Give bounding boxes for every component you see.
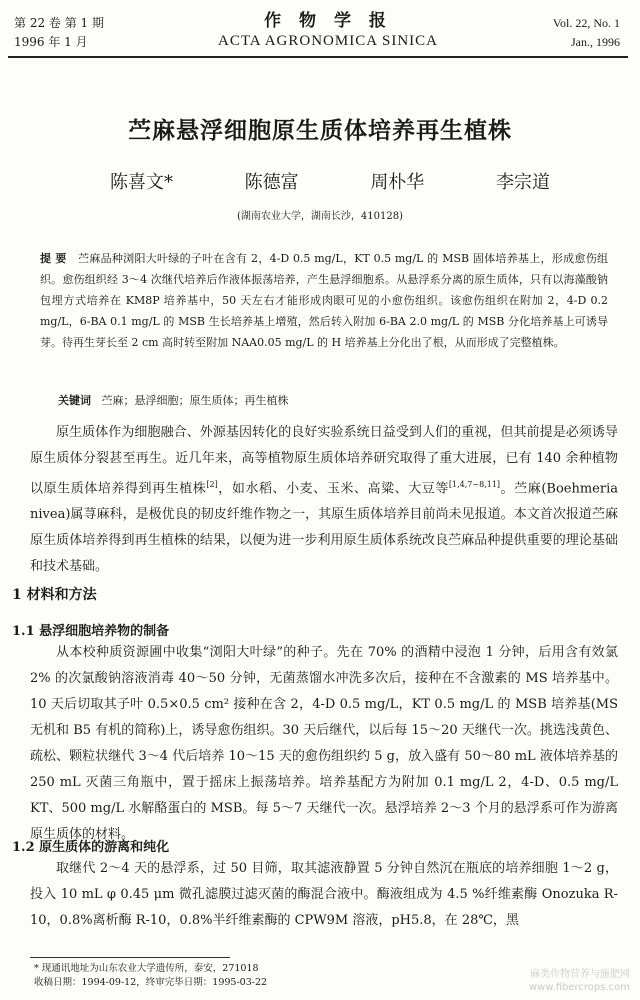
volume-cn: 第 22 卷 第 1 期	[14, 16, 104, 30]
keywords-text: 苎麻；悬浮细胞；原生质体；再生植株	[101, 394, 289, 407]
subsection-body	[30, 640, 618, 848]
header-left	[14, 14, 104, 52]
keywords-label: 关键词	[58, 394, 91, 407]
journal-name-cn: 作 物 学 报	[264, 11, 392, 31]
author: 陈德富	[244, 172, 299, 193]
subsection-body	[30, 856, 618, 934]
header-right	[553, 14, 620, 52]
author: 李宗道	[495, 172, 550, 193]
affiliation: (湖南农业大学，湖南长沙，410128)	[237, 211, 403, 222]
watermark-url: www.fibercrops.com	[528, 982, 630, 993]
footnote-rule	[30, 957, 230, 958]
author-list	[110, 168, 550, 194]
footnote-address: * 现通讯地址为山东农业大学遗传所，泰安，271018	[34, 963, 259, 974]
intro-paragraph	[30, 420, 618, 580]
abstract-label: 提 要	[40, 252, 67, 265]
subsection-heading: 1.2 原生质体的游离和纯化	[12, 840, 170, 855]
intro-section	[30, 420, 618, 580]
keywords	[58, 392, 608, 408]
header-rule	[8, 56, 628, 58]
body-paragraph: 从本校种质资源圃中收集“浏阳大叶绿”的种子。先在 70% 的酒精中浸泡 1 分钟，后用含有效氯 2% 的次氯酸钠溶液消毒 40～50 分钟，无菌蒸馏水冲洗多次后，接种在不含激素的 MS 培养基中。10 天后切取其子叶 0.5×0.5 cm² 接种在含 2，4-D 0.5 mg/L，KT 0.5 mg/L 的 MSB 培养基(MS 无机和 B5 有机的简称)上，诱导愈伤组织。30 天后继代，以后每 15～20 天继代一次。挑选浅黄色、疏松、颗粒状继代 3～4 代后培养 10～15 天的愈伤组织约 5 g，放入盛有 50～80 mL 液体培养基的 250 mL 灭菌三角瓶中，置于摇床上振荡培养。培养基配方为附加 0.1 mg/L 2，4-D、0.5 mg/L KT、500 mg/L 水解酪蛋白的 MSB。每 5～7 天继代一次。悬浮培养 2～3 个月的悬浮系可作为游离原生质体的材料。	[30, 645, 618, 842]
abstract-text: 苎麻品种浏阳大叶绿的子叶在含有 2，4-D 0.5 mg/L，KT 0.5 mg/L 的 MSB 固体培养基上，形成愈伤组织。愈伤组织经 3～4 次继代培养后作液体振荡培养，产生悬浮细胞系。从悬浮系分离的原生质体，只有以海藻酸钠包埋方式培养在 KM8P 培养基中，50 天左右才能形成肉眼可见的小愈伤组织。该愈伤组织在附加 2，4-D 0.2 mg/L，6-BA 0.1 mg/L 的 MSB 生长培养基上增殖，然后转入附加 6-BA 2.0 mg/L 的 MSB 分化培养基上可诱导芽。待再生芽长至 2 cm 高时转至附加 NAA0.05 mg/L 的 H 培养基上分化出了根，从而形成了完整植株。	[40, 252, 608, 349]
watermark	[529, 968, 630, 994]
intro-text-1: 原生质体作为细胞融合、外源基因转化的良好实验系统日益受到人们的重视，但其前提是必须诱导原生质体分裂甚至再生。近几年来，高等植物原生质体培养研究取得了重大进展，已有 140 余种植物以原生质体培养得到再生植株	[30, 425, 618, 497]
author: 周朴华	[370, 172, 425, 193]
citation: [2]	[206, 480, 218, 489]
author: 陈喜文*	[110, 172, 173, 193]
header-center	[178, 10, 478, 50]
abstract	[40, 248, 608, 353]
citation: [1,4,7~8,11]	[448, 480, 501, 489]
subsection-heading: 1.1 悬浮细胞培养物的制备	[12, 624, 170, 639]
intro-text-3: 。苎麻(Boehmeria nivea)属荨麻科，是极优良的韧皮纤维作物之一，其原生质体培养目前尚未见报道。本文首次报道苎麻原生质体培养得到再生植株的结果，以便为进一步利用原生质体系统改良苎麻品种提供重要的理论基础和技术基础。	[30, 481, 618, 575]
date-en: Jan., 1996	[571, 35, 620, 49]
journal-name-en: ACTA AGRONOMICA SINICA	[218, 33, 438, 49]
watermark-site-name: 麻类作物营养与施肥网	[530, 969, 630, 980]
footnote-dates: 收稿日期：1994-09-12，终审完毕日期：1995-03-22	[34, 977, 268, 988]
body-paragraph: 取继代 2～4 天的悬浮系，过 50 目筛，取其滤液静置 5 分钟自然沉在瓶底的培养细胞 1～2 g，投入 10 mL φ 0.45 μm 微孔滤膜过滤灭菌的酶混合液中。酶液组成为 4.5 %纤维素酶 Onozuka R-10，0.8%离析酶 R-10，0.8%半纤维素酶的 CPW9M 溶液，pH5.8，在 28℃，黑	[30, 861, 618, 928]
section-heading: 1 材料和方法	[12, 587, 97, 603]
journal-header	[8, 10, 626, 54]
volume-en: Vol. 22, No. 1	[552, 16, 620, 30]
footnote	[34, 962, 267, 990]
paper-title: 苎麻悬浮细胞原生质体培养再生植株	[128, 117, 512, 144]
date-cn: 1996 年 1 月	[14, 35, 88, 49]
intro-text-2: ，如水稻、小麦、玉米、高粱、大豆等	[217, 481, 449, 497]
